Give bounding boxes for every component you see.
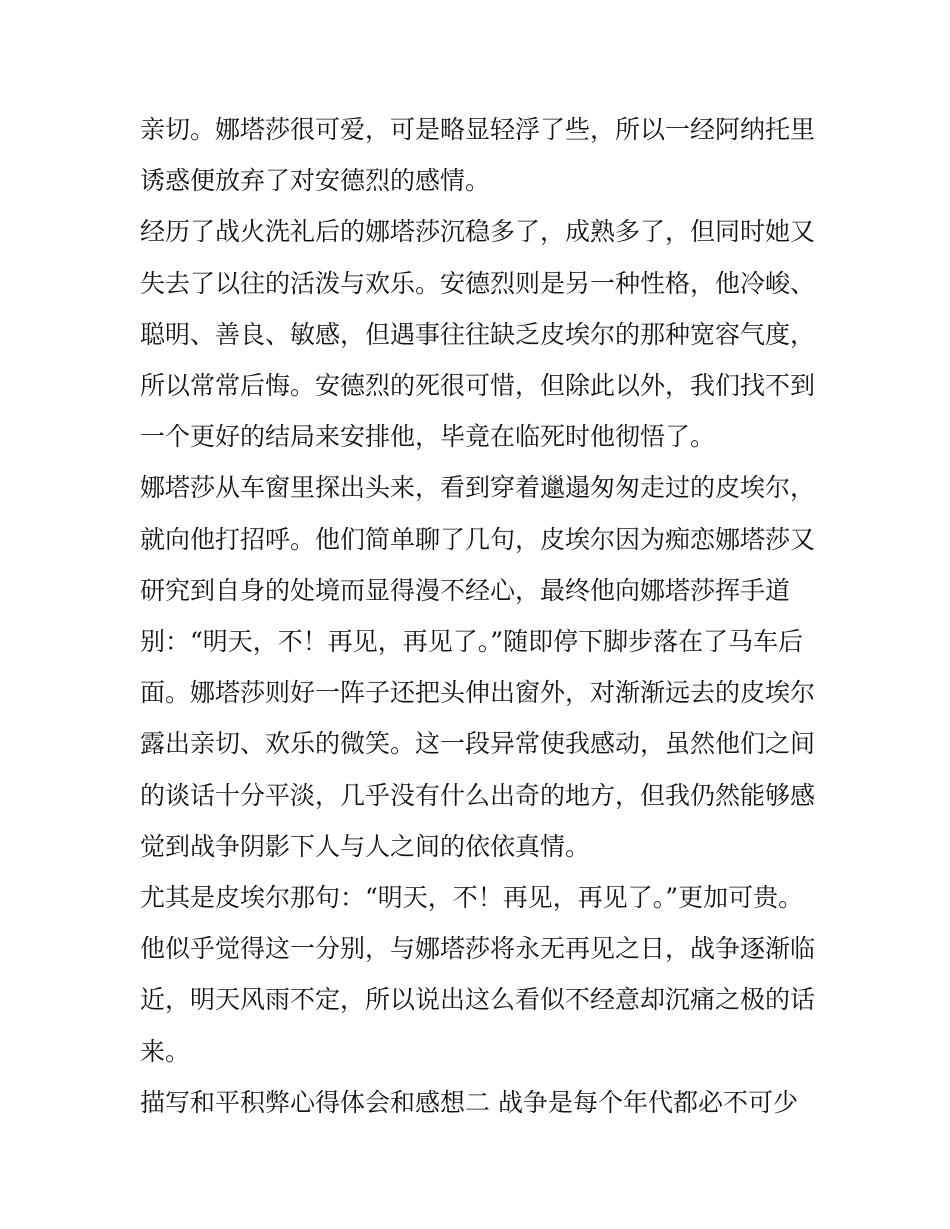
- paragraph-4: 尤其是皮埃尔那句：“明天，不！再见，再见了。”更加可贵。 他似乎觉得这一分别，与娜塔莎将永无再见之日，战争逐渐临 近，明天风雨不定，所以说出这么看似不经意却沉痛之极的话 来。: [140, 883, 816, 1066]
- paragraph-2: 经历了战火洗礼后的娜塔莎沉稳多了，成熟多了，但同时她又 失去了以往的活泼与欢乐。安德烈则是另一种性格，他冷峻、 聪明、善良、敏感，但遇事往往缺乏皮埃尔的那种宽容气度， 所以常常后悔。安德烈的死很可惜，但除此以外，我们找不到 一个更好的结局来安排他，毕竟在临死时他彻悟了。: [140, 217, 816, 452]
- paragraph-5: 描写和平积弊心得体会和感想二 战争是每个年代都必不可少: [140, 1087, 798, 1117]
- document-page: [140, 104, 820, 1128]
- paragraph-3: 娜塔莎从车窗里探出头来，看到穿着邋遢匆匆走过的皮埃尔， 就向他打招呼。他们简单聊了几句，皮埃尔因为痴恋娜塔莎又 研究到自身的处境而显得漫不经心，最终他向娜塔莎挥手道 别：“明天，不！再见，再见了。”随即停下脚步落在了马车后 面。娜塔莎则好一阵子还把头伸出窗外，对渐渐远去的皮埃尔 露出亲切、欢乐的微笑。这一段异常使我感动，虽然他们之间 的谈话十分平淡，几乎没有什么出奇的地方，但我仍然能够感 觉到战争阴影下人与人之间的依依真情。: [140, 473, 816, 861]
- paragraph-1: 亲切。娜塔莎很可爱，可是略显轻浮了些，所以一经阿纳托里 诱惑便放弃了对安德烈的感情。: [140, 115, 816, 196]
